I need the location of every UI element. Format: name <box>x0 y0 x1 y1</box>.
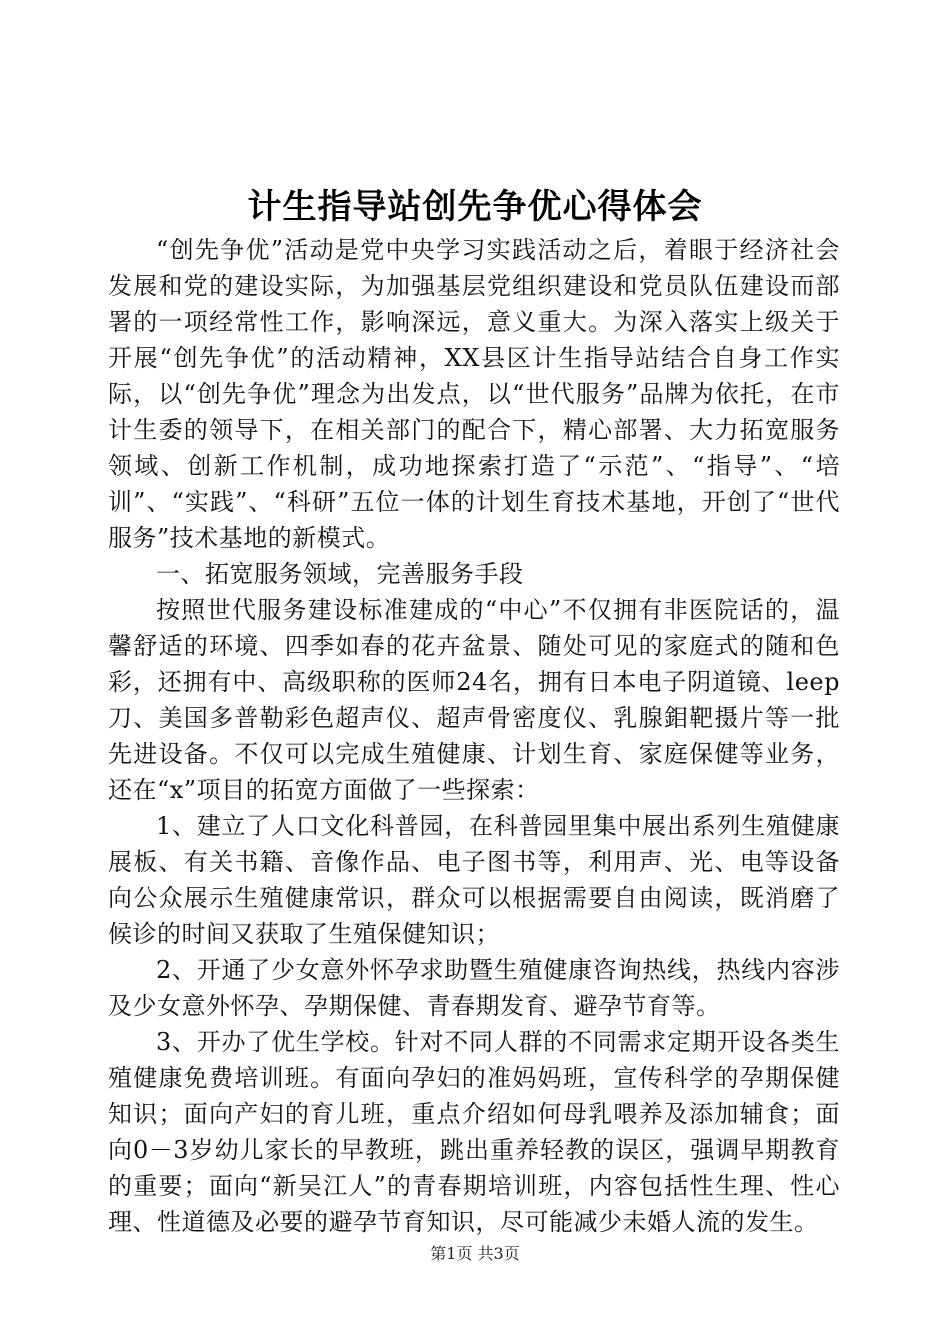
list-item-1: 1、建立了人口文化科普园，在科普园里集中展出系列生殖健康展板、有关书籍、音像作品、电子图书等，利用声、光、电等设备向公众展示生殖健康常识，群众可以根据需要自由阅读，既消磨了候诊的时间又获取了生殖保健知识； <box>108 812 840 948</box>
paragraph-center: 按照世代服务建设标准建成的“中心”不仅拥有非医院话的，温馨舒适的环境、四季如春的花卉盆景、随处可见的家庭式的随和色彩，还拥有中、高级职称的医师24名，拥有日本电子阴道镜、leep刀、美国多普勒彩色超声仪、超声骨密度仪、乳腺鉬靶摄片等一批先进设备。不仅可以完成生殖健康、计划生育、家庭保健等业务，还在“x”项目的拓宽方面做了一些探索： <box>108 596 840 804</box>
document-title: 计生指导站创先争优心得体会 <box>247 187 703 227</box>
list-item-3: 3、开办了优生学校。针对不同人群的不同需求定期开设各类生殖健康免费培训班。有面向孕妇的准妈妈班，宣传科学的孕期保健知识；面向产妇的育儿班，重点介绍如何母乳喂养及添加辅食；面向0－3岁幼儿家长的早教班，跳出重养轻教的误区，强调早期教育的重要；面向“新吴江人”的青春期培训班，内容包括性生理、性心理、性道德及必要的避孕节育知识，尽可能减少未婚人流的发生。 <box>108 1028 840 1236</box>
page-number: 第1页 共3页 <box>430 1244 520 1263</box>
paragraph-intro: “创先争优”活动是党中央学习实践活动之后，着眼于经济社会发展和党的建设实际，为加强基层党组织建设和党员队伍建设而部署的一项经常性工作，影响深远，意义重大。为深入落实上级关于开展“创先争优”的活动精神，XX县区计生指导站结合自身工作实际，以“创先争优”理念为出发点，以“世代服务”品牌为依托，在市计生委的领导下，在相关部门的配合下，精心部署、大力拓宽服务领域、创新工作机制，成功地探索打造了“示范”、“指导”、“培训”、“实践”、“科研”五位一体的计划生育技术基地，开创了“世代服务”技术基地的新模式。 <box>108 236 840 552</box>
document-body <box>108 232 840 1240</box>
list-item-2: 2、开通了少女意外怀孕求助暨生殖健康咨询热线，热线内容涉及少女意外怀孕、孕期保健、青春期发育、避孕节育等。 <box>108 956 840 1020</box>
section-heading: 一、拓宽服务领域，完善服务手段 <box>156 560 524 588</box>
